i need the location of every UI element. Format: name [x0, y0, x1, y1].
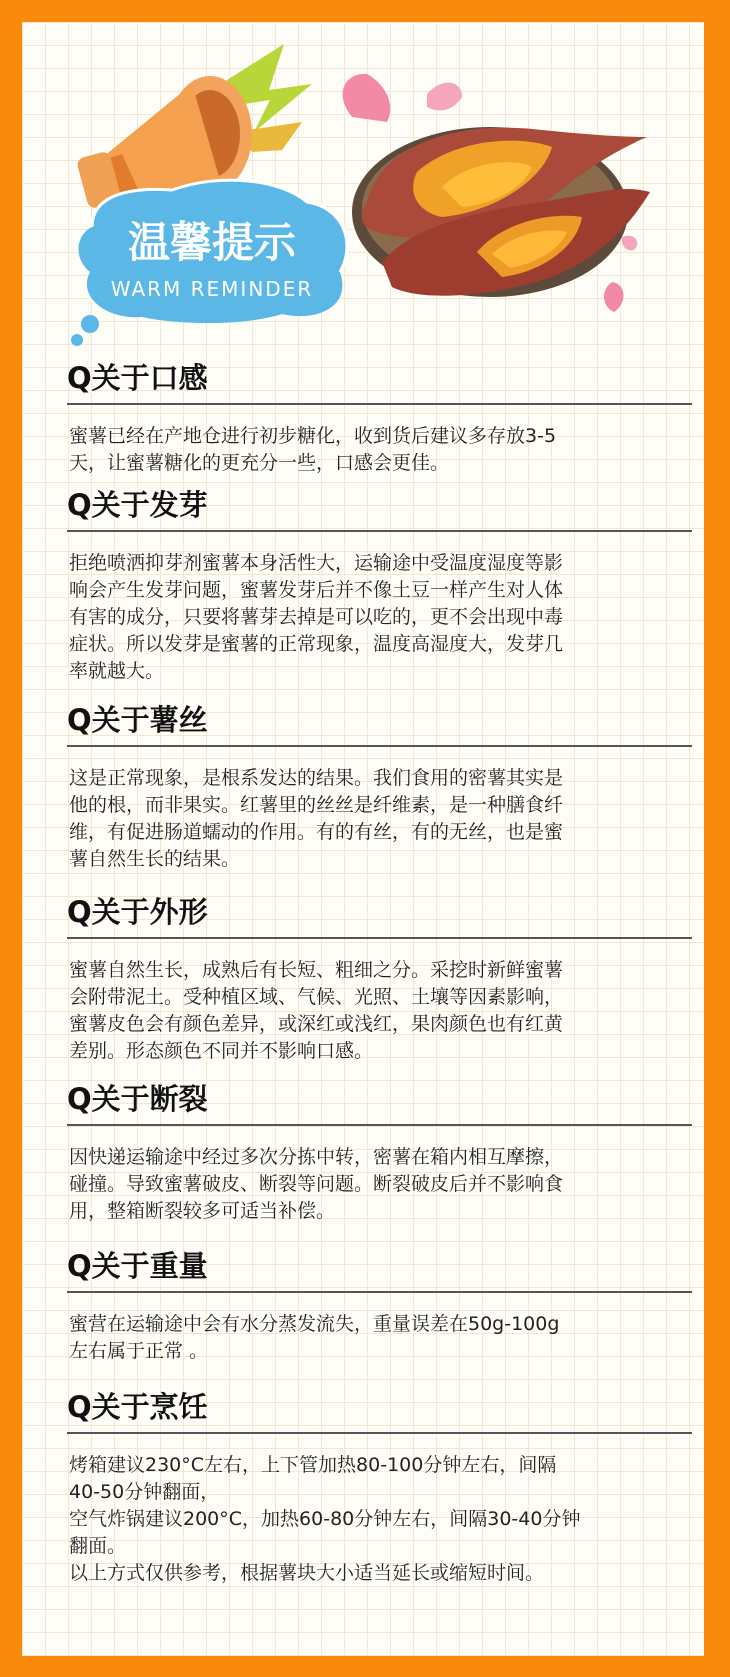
badge-title: 温馨提示: [127, 218, 297, 267]
section-title: Q关于口感: [67, 361, 208, 395]
section-body: [67, 765, 692, 873]
body-line: 碰撞。导致蜜薯破皮、断裂等问题。断裂破皮后并不影响食: [69, 1173, 564, 1195]
section-body: [67, 550, 692, 685]
section-fibers: [67, 699, 692, 873]
body-line: 率就越大。: [69, 660, 165, 682]
section-divider: [67, 1291, 692, 1293]
section-body: [67, 1452, 692, 1587]
section-title: Q关于重量: [67, 1249, 208, 1283]
section-body: [67, 423, 692, 477]
body-line: 薯自然生长的结果。: [69, 848, 241, 870]
body-line: 蜜薯已经在产地仓进行初步糖化，收到货后建议多存放3-5: [69, 425, 557, 447]
body-line: 会附带泥土。受种植区域、气候、光照、土壤等因素影响，: [69, 986, 564, 1008]
section-sprouting: [67, 484, 692, 685]
badge-subtitle: WARM REMINDER: [110, 277, 314, 301]
section-shape: [67, 891, 692, 1065]
header-illustration: [22, 22, 704, 392]
body-line: 症状。所以发芽是蜜薯的正常现象，温度高湿度大，发芽几: [69, 633, 564, 655]
body-line: 天，让蜜薯糖化的更充分一些，口感会更佳。: [69, 452, 450, 474]
section-title: Q关于外形: [67, 895, 208, 929]
body-line: 响会产生发芽问题，蜜薯发芽后并不像土豆一样产生对人体: [69, 579, 564, 601]
body-line: 左右属于正常 。: [69, 1340, 209, 1362]
section-divider: [67, 745, 692, 747]
section-weight: [67, 1245, 692, 1365]
body-line: 烤箱建议230°C左右，上下管加热80-100分钟左右，间隔: [69, 1454, 557, 1476]
section-title: Q关于发芽: [67, 488, 208, 522]
body-line: 蜜薯皮色会有颜色差异，或深红或浅红，果肉颜色也有红黄: [69, 1013, 564, 1035]
section-divider: [67, 1124, 692, 1126]
body-line: 因快递运输途中经过多次分拣中转，密薯在箱内相互摩擦，: [69, 1146, 564, 1168]
body-line: 翻面。: [69, 1535, 127, 1557]
body-line: 用，整箱断裂较多可适当补偿。: [69, 1200, 336, 1222]
body-line: 这是正常现象，是根系发达的结果。我们食用的密薯其实是: [69, 767, 564, 789]
section-divider: [67, 403, 692, 405]
section-taste: [67, 357, 692, 477]
section-divider: [67, 530, 692, 532]
body-line: 以上方式仅供参考，根据薯块大小适当延长或缩短时间。: [69, 1562, 545, 1584]
section-body: [67, 1311, 692, 1365]
section-divider: [67, 1432, 692, 1434]
section-title: Q关于薯丝: [67, 703, 208, 737]
body-line: 拒绝喷洒抑芽剂蜜薯本身活性大，运输途中受温度湿度等影: [69, 552, 564, 574]
reminder-badge: [71, 180, 347, 346]
body-line: 40-50分钟翻面，: [69, 1481, 220, 1503]
content-card: [22, 22, 704, 1656]
section-divider: [67, 937, 692, 939]
section-body: [67, 957, 692, 1065]
section-body: [67, 1144, 692, 1225]
section-title: Q关于烹饪: [67, 1390, 208, 1424]
sweet-potato-image: [343, 74, 650, 312]
body-line: 有害的成分，只要将薯芽去掉是可以吃的，更不会出现中毒: [69, 606, 564, 628]
body-line: 他的根，而非果实。红薯里的丝丝是纤维素，是一种膳食纤: [69, 794, 564, 816]
body-line: 空气炸锅建议200°C，加热60-80分钟左右，间隔30-40分钟: [69, 1508, 581, 1530]
section-cooking: [67, 1386, 692, 1587]
body-line: 维，有促进肠道蠕动的作用。有的有丝，有的无丝，也是蜜: [69, 821, 564, 843]
body-line: 蜜营在运输途中会有水分蒸发流失，重量误差在50g-100g: [69, 1313, 560, 1335]
section-breakage: [67, 1078, 692, 1225]
section-title: Q关于断裂: [67, 1082, 208, 1116]
body-line: 差别。形态颜色不同并不影响口感。: [69, 1040, 374, 1062]
body-line: 蜜薯自然生长，成熟后有长短、粗细之分。采挖时新鲜蜜薯: [69, 959, 564, 981]
